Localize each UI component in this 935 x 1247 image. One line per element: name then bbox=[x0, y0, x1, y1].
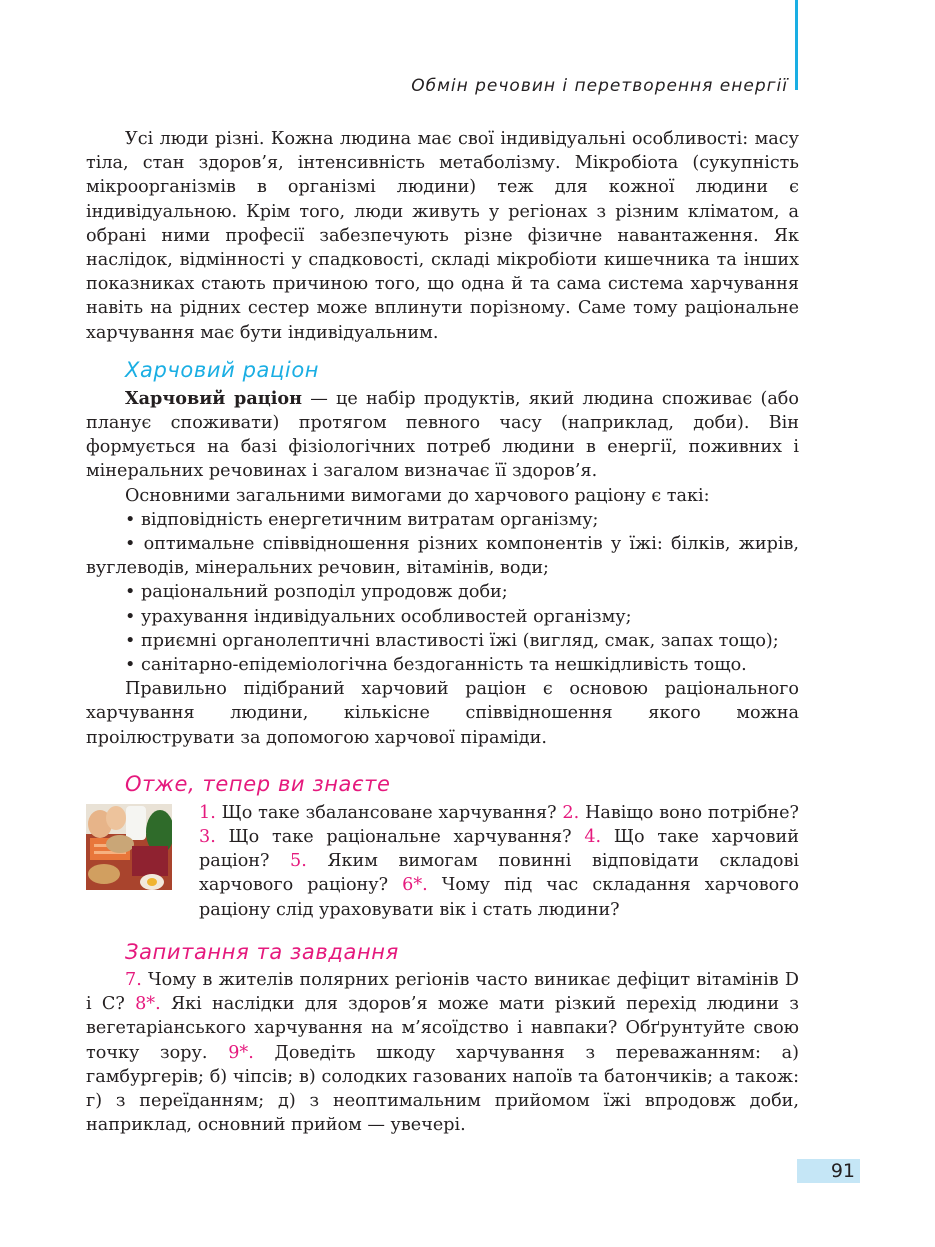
diet-heading: Харчовий раціон bbox=[125, 357, 320, 382]
question-text: Чому під час складання харчового раціону слід ураховувати вік і стать людини? bbox=[199, 875, 799, 920]
question-number: 4. bbox=[584, 827, 602, 848]
header-accent-bar bbox=[795, 0, 798, 90]
question-number: 5. bbox=[290, 851, 307, 872]
question-number: 2. bbox=[562, 802, 580, 823]
requirement-item: • відповідність енергетичним витратам організму; bbox=[125, 509, 599, 530]
diet-conclusion: Правильно підібраний харчовий раціон є основою раціонального харчування людини, кількісне співвідношення якого можна проілюструвати за допомогою харчової піраміди. bbox=[86, 679, 799, 748]
requirement-item: • оптимальне співвідношення різних компонентів у їжі: білків, жирів, вуглеводів, мінеральних речовин, вітамінів, води; bbox=[86, 534, 799, 579]
task-text: Чому в жителів полярних регіонів часто виникає дефіцит вітамінів D і C? bbox=[86, 969, 799, 1015]
diet-definition bbox=[86, 387, 799, 484]
intro-paragraph: Усі люди різні. Кожна людина має свої індивідуальні особливості: масу тіла, стан здоров’я, інтенсивність метаболізму. Мікробіота (сукупність мікроорганізмів в організмі людини) теж для кожної людини є індивідуальною. Крім того, люди живуть у регіонах з різним кліматом, а обрані ними професії забезпечують різне фізичне навантаження. Як наслідок, відмінності у спадковості, складі мікробіоти кишечника та інших показниках стають причиною того, що одна й та сама система харчування навіть на рідних сестер може вплинути порізному. Саме тому раціональне харчування має бути індивідуальним. bbox=[86, 129, 799, 343]
question-text: Що таке збалансоване харчування? bbox=[215, 802, 563, 823]
question-number: 3. bbox=[199, 827, 216, 848]
summary-heading: Отже, тепер ви знаєте bbox=[125, 771, 391, 796]
task-number: 8*. bbox=[135, 994, 161, 1015]
diet-definition-text: — це набір продуктів, який людина споживає (або планує споживати) протягом певного часу (наприклад, доби). Він формується на базі фізіологічних потреб людини в енергії, поживних і мінеральних речовинах і загалом визначає її здоров’я. bbox=[86, 388, 799, 482]
task-text: Доведіть шкоду харчування з переважанням: а) гамбургерів; б) чіпсів; в) солодких газованих напоїв та батончиків; а також: г) з переїданням; д) з неоптимальним прийомом їжі впродовж доби, наприклад, основний прийом — увечері. bbox=[86, 1042, 799, 1136]
task-text: Які наслідки для здоров’я може мати різкий перехід людини з вегетаріанського харчування на м’ясоїдство і навпаки? Обґрунтуйте свою точку зору. bbox=[86, 994, 799, 1063]
summary-block bbox=[86, 801, 799, 922]
question-text: Яким вимогам повинні відповідати складові харчового раціону? bbox=[199, 851, 799, 896]
question-text: Що таке раціональне харчування? bbox=[215, 827, 585, 848]
question-text: Що таке харчовий раціон? bbox=[199, 827, 799, 872]
page-number: 91 bbox=[797, 1159, 860, 1183]
running-title: Обмін речовин і перетворення енергії bbox=[411, 76, 788, 96]
task-number: 9*. bbox=[228, 1042, 254, 1063]
task-number: 7. bbox=[125, 969, 142, 990]
requirement-item: • санітарно-епідеміологічна бездоганність та нешкідливість тощо. bbox=[125, 655, 747, 676]
requirement-item: • раціональний розподіл упродовж доби; bbox=[125, 582, 508, 603]
tasks-list bbox=[86, 968, 799, 1137]
food-products-photo-icon bbox=[86, 804, 172, 890]
requirements-intro: Основними загальними вимогами до харчового раціону є такі: bbox=[125, 485, 710, 506]
question-number: 6*. bbox=[402, 875, 428, 896]
page-content bbox=[86, 127, 799, 1137]
question-number: 1. bbox=[199, 802, 216, 823]
tasks-heading: Запитання та завдання bbox=[125, 939, 399, 964]
requirement-item: • урахування індивідуальних особливостей організму; bbox=[125, 606, 632, 627]
summary-questions bbox=[199, 801, 799, 922]
requirement-item: • приємні органолептичні властивості їжі (вигляд, смак, запах тощо); bbox=[125, 630, 779, 651]
diet-term: Харчовий раціон bbox=[125, 387, 303, 409]
question-text: Навіщо воно потрібне? bbox=[579, 802, 799, 823]
